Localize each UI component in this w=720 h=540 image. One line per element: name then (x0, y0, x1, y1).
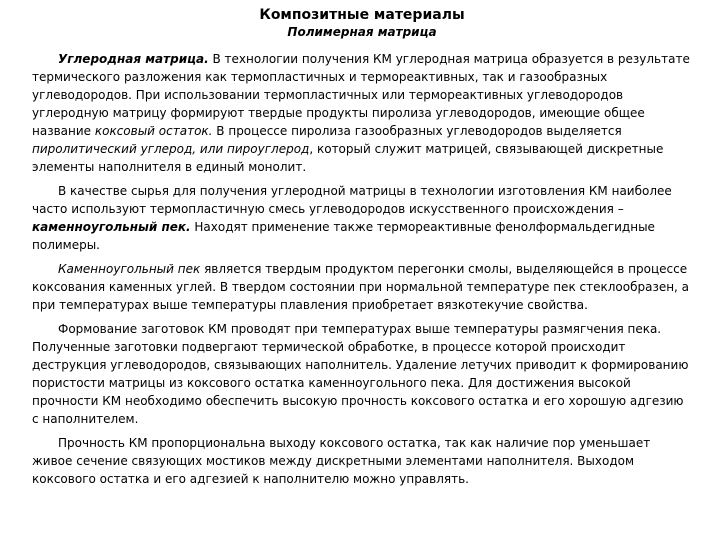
paragraph-text: В технологии получения КМ углеродная матрица образуется в результате термического разложения как термопластичных и термореактивных, так и газообразных углеводородов. При использовании термопластичных или термореактивных углеводородов углеродную матрицу формируют твердые продукты пиролиза углеводородов, имеющие общее название (32, 52, 690, 138)
paragraph-lead-term: Углеродная матрица. (58, 52, 209, 66)
page-subtitle: Полимерная матрица (287, 25, 437, 39)
paragraph-strength (32, 434, 692, 488)
paragraph-carbon-matrix (32, 50, 692, 176)
paragraph-text: Находят применение также термореактивные фенолформальдегидные полимеры. (32, 220, 655, 252)
term-coal-tar-pitch-italic: Каменноугольный пек (58, 262, 201, 276)
term-pyrolytic-carbon: пиролитический углерод, или пироуглерод (32, 142, 310, 156)
paragraph-text: является твердым продуктом перегонки смолы, выделяющейся в процессе коксования каменных углей. В твердом состоянии при нормальной температуре пек стеклообразен, а при температурах выше температуры плавления приобретает вязкотекучие свойства. (32, 262, 690, 312)
paragraph-text: , который служит матрицей, связывающей дискретные элементы наполнителя в единый монолит. (32, 142, 664, 174)
page-title: Композитные материалы (259, 7, 465, 23)
paragraph-text: Прочность КМ пропорциональна выходу коксового остатка, так как наличие пор уменьшает живое сечение связующих мостиков между дискретными элементами наполнителя. Выходом коксового остатка и его адгезией к наполнителю можно управлять. (32, 436, 651, 486)
paragraph-text: Формование заготовок КМ проводят при температурах выше температуры размягчения пека. Полученные заготовки подвергают термической обработке, в процессе которой происходит деструкция углеводородов, связывающих наполнитель. Удаление летучих приводит к формированию пористости матрицы из коксового остатка каменноугольного пека. Для достижения высокой прочности КМ необходимо обеспечить высокую прочность коксового остатка и его хорошую адгезию с наполнителем. (32, 322, 689, 426)
paragraph-text: В качестве сырья для получения углеродной матрицы в технологии изготовления КМ наиболее часто используют термопластичную смесь углеводородов искусственного происхождения – (32, 184, 672, 216)
paragraph-raw-material (32, 182, 692, 254)
term-coke-residue: коксовый остаток. (94, 124, 213, 138)
paragraph-pitch-definition (32, 260, 692, 314)
paragraph-text: В процессе пиролиза газообразных углеводородов выделяется (212, 124, 622, 138)
term-coal-tar-pitch: каменноугольный пек. (32, 220, 191, 234)
paragraph-forming (32, 320, 692, 428)
